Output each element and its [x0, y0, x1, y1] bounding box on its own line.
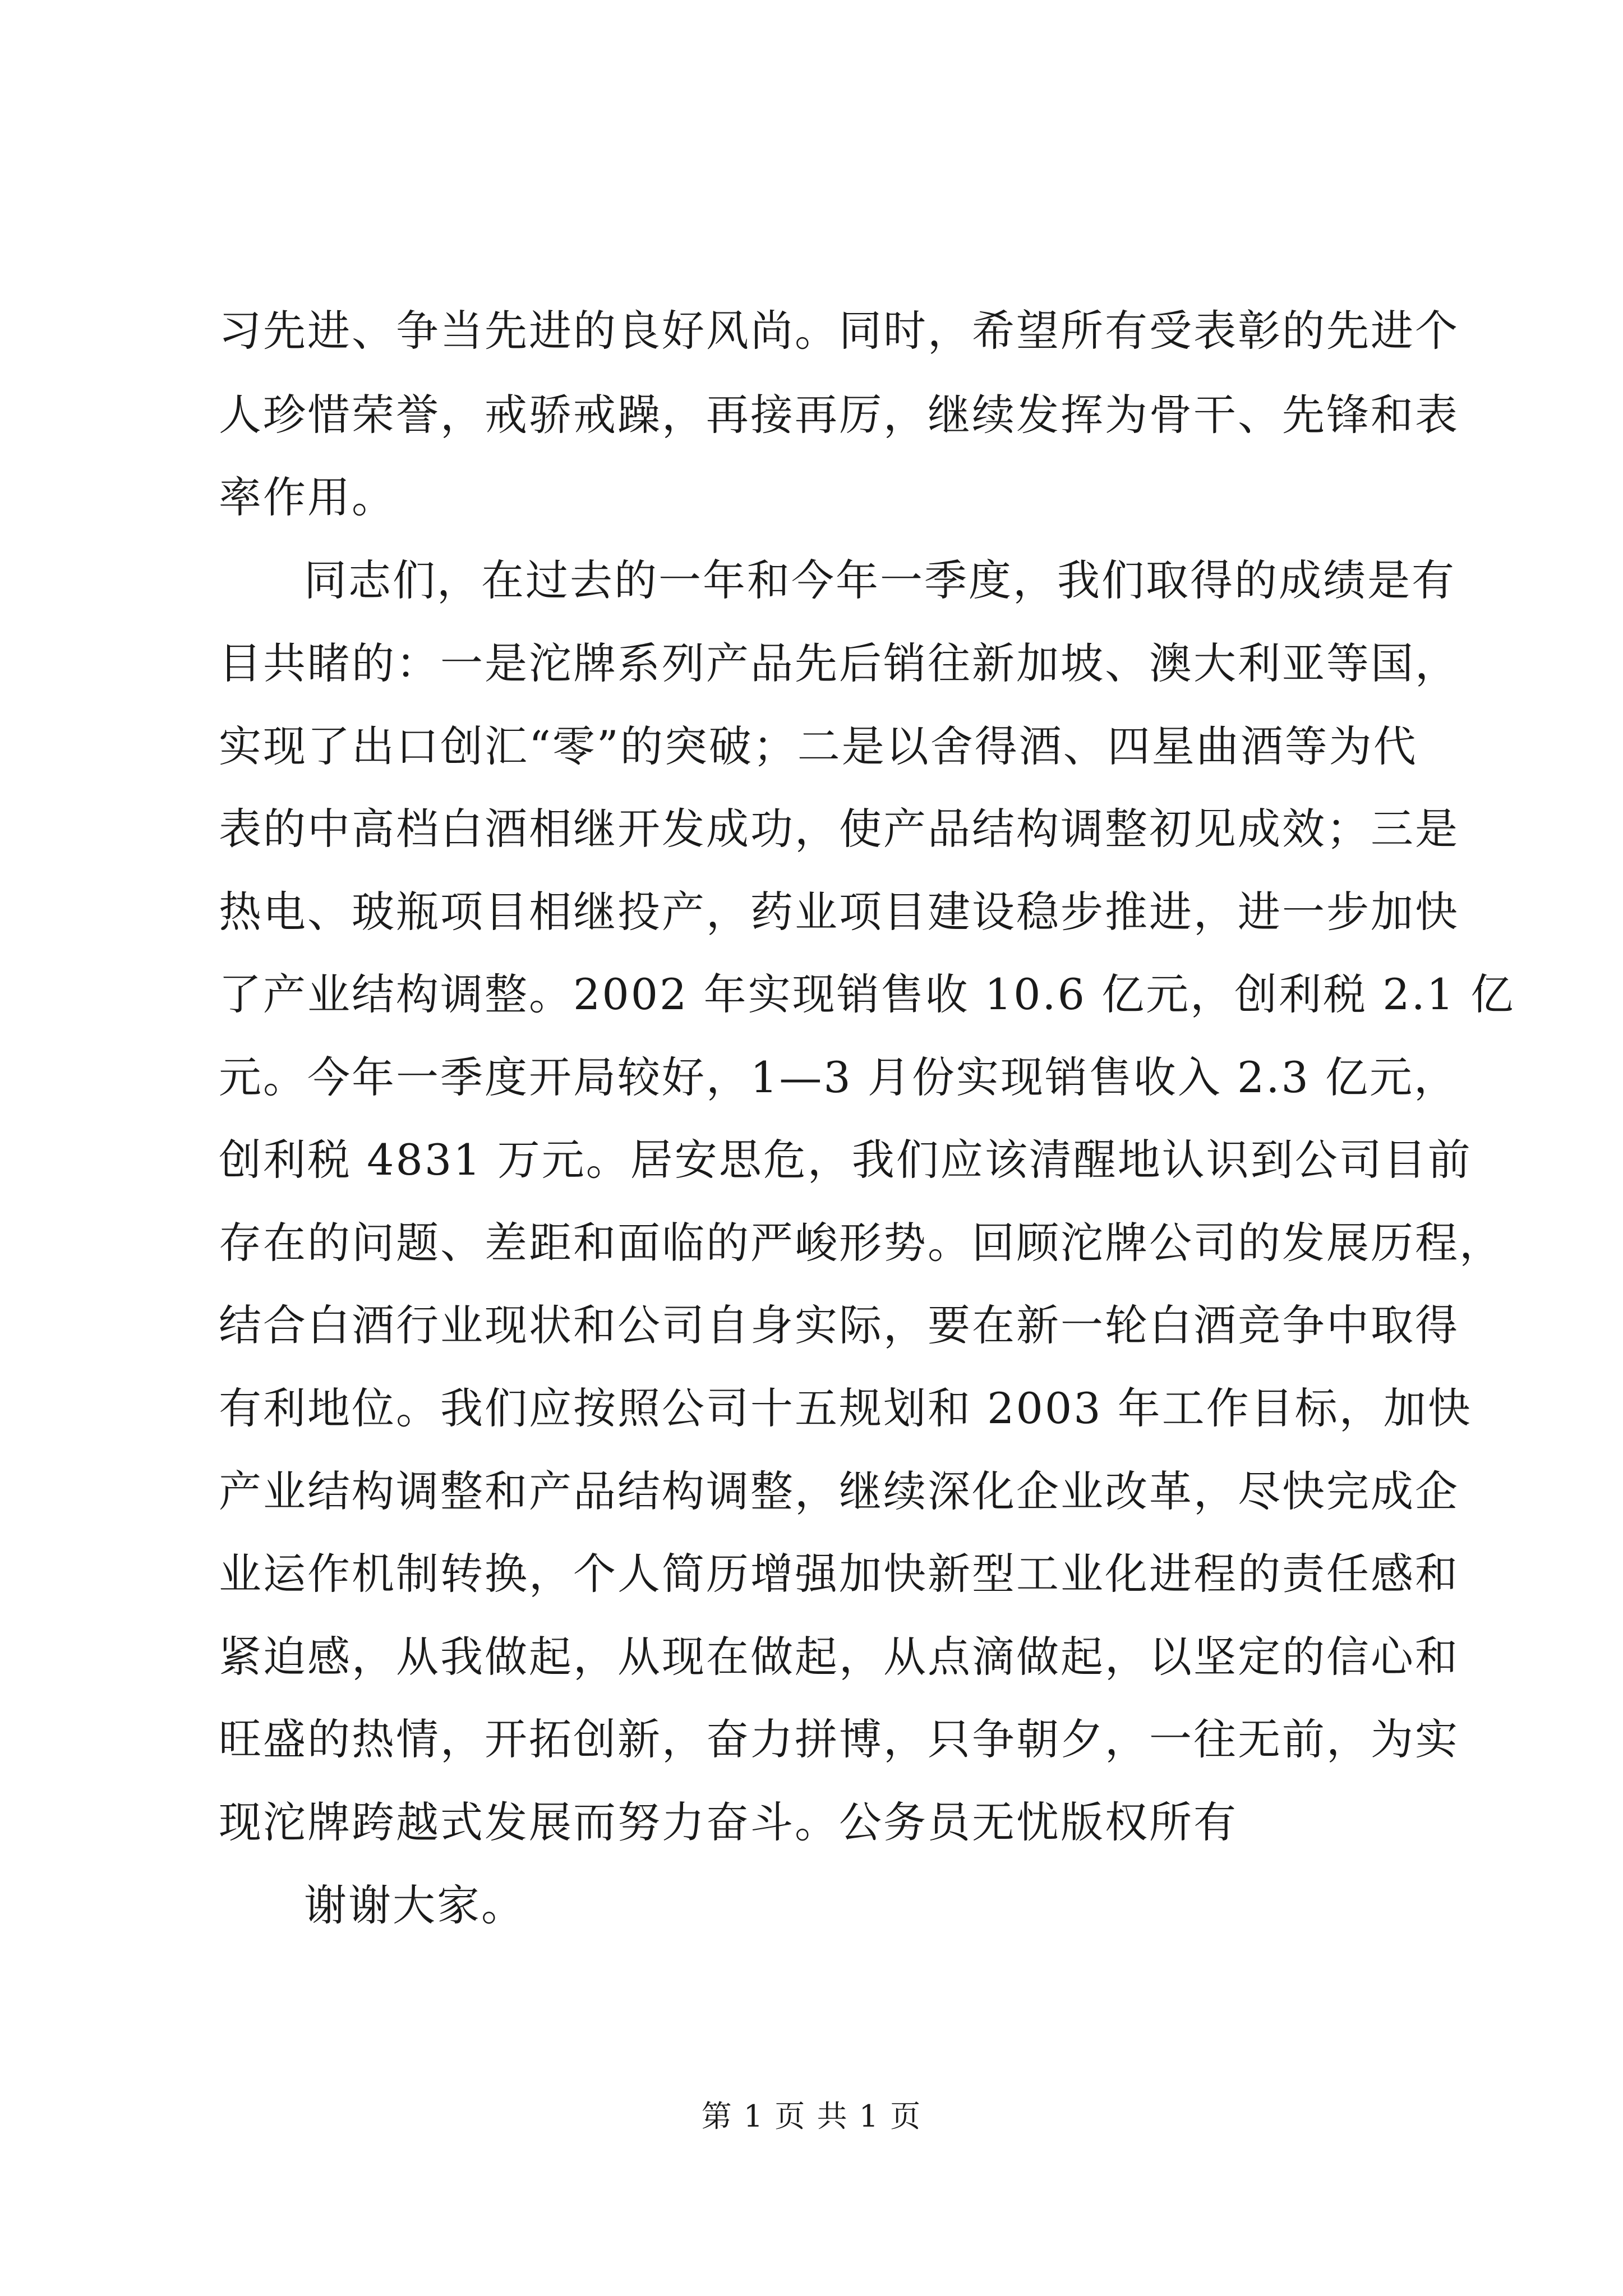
text-line: 紧迫感，从我做起，从现在做起，从点滴做起，以坚定的信心和: [219, 1632, 1459, 1682]
text-line: 人珍惜荣誉，戒骄戒躁，再接再厉，继续发挥为骨干、先锋和表: [219, 390, 1459, 440]
text-line: 旺盛的热情，开拓创新，奋力拼博，只争朝夕，一往无前，为实: [219, 1714, 1459, 1764]
text-line: 率作用。: [219, 472, 396, 522]
text-line: 同志们，在过去的一年和今年一季度，我们取得的成绩是有: [304, 555, 1456, 605]
text-line: 元。今年一季度开局较好，1—3 月份实现销售收入 2.3 亿元，: [219, 1052, 1459, 1102]
text-line: 产业结构调整和产品结构调整，继续深化企业改革，尽快完成企: [219, 1466, 1459, 1516]
text-line: 表的中高档白酒相继开发成功，使产品结构调整初见成效；三是: [219, 804, 1459, 854]
page-footer: 第 1 页 共 1 页: [701, 2099, 922, 2134]
text-line: 业运作机制转换，个人简历增强加快新型工业化进程的责任感和: [219, 1549, 1459, 1599]
text-line: 了产业结构调整。2002 年实现销售收 10.6 亿元，创利税 2.1 亿: [219, 969, 1515, 1019]
text-line: 热电、玻瓶项目相继投产，药业项目建设稳步推进，进一步加快: [219, 887, 1459, 937]
text-line: 谢谢大家。: [304, 1880, 525, 1930]
text-line: 存在的问题、差距和面临的严峻形势。回顾沱牌公司的发展历程，: [219, 1218, 1504, 1268]
text-line: 创利税 4831 万元。居安思危，我们应该清醒地认识到公司目前: [219, 1135, 1472, 1185]
text-line: 目共睹的：一是沱牌系列产品先后销往新加坡、澳大利亚等国，: [219, 638, 1459, 688]
text-line: 有利地位。我们应按照公司十五规划和 2003 年工作目标，加快: [219, 1383, 1472, 1433]
text-line: 实现了出口创汇“零”的突破；二是以舍得酒、四星曲酒等为代: [219, 721, 1418, 771]
text-line: 习先进、争当先进的良好风尚。同时，希望所有受表彰的先进个: [219, 306, 1459, 356]
text-line: 结合白酒行业现状和公司自身实际，要在新一轮白酒竞争中取得: [219, 1300, 1459, 1350]
text-line: 现沱牌跨越式发展而努力奋斗。公务员无忧版权所有: [219, 1797, 1238, 1847]
